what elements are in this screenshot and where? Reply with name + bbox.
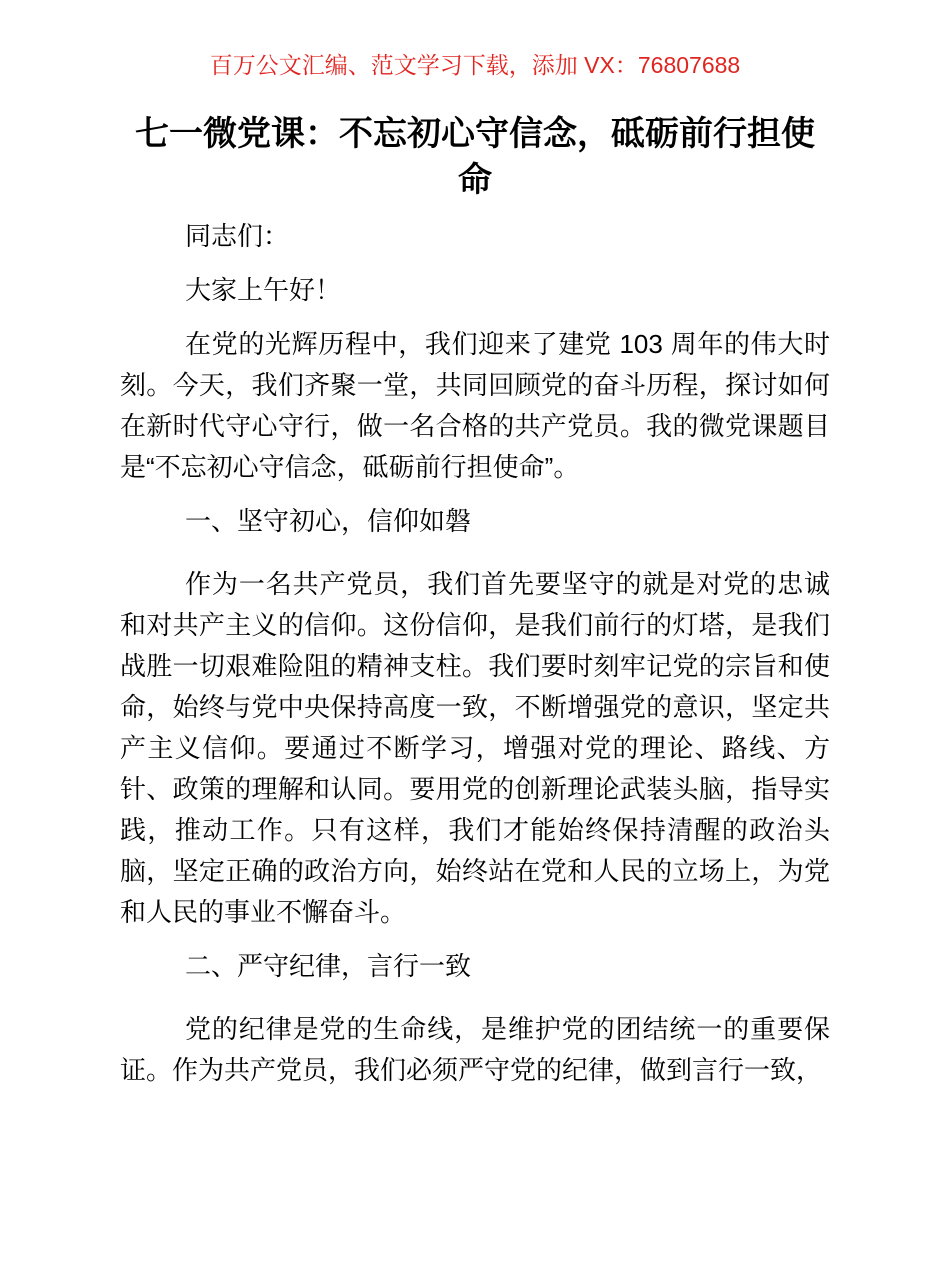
greeting-paragraph: 大家上午好！ bbox=[185, 275, 342, 305]
document-page bbox=[120, 50, 830, 1091]
document-body bbox=[120, 203, 830, 1091]
section-1-paragraph: 作为一名共产党员，我们首先要坚守的就是对党的忠诚和对共产主义的信仰。这份信仰，是我们前行的灯塔，是我们战胜一切艰难险阻的精神支柱。我们要时刻牢记党的宗旨和使命，始终与党中央保持高度一致，不断增强党的意识，坚定共产主义信仰。要通过不断学习，增强对党的理论、路线、方针、政策的理解和认同。要用党的创新理论武装头脑，指导实践，推动工作。只有这样，我们才能始终保持清醒的政治头脑，坚定正确的政治方向，始终站在党和人民的立场上，为党和人民的事业不懈奋斗。 bbox=[120, 569, 830, 927]
intro-paragraph: 在党的光辉历程中，我们迎来了建党 103 周年的伟大时刻。今天，我们齐聚一堂，共同回顾党的奋斗历程，探讨如何在新时代守心守行，做一名合格的共产党员。我的微党课题目是“不忘初心守信念，砥砺前行担使命”。 bbox=[120, 329, 830, 482]
salutation-paragraph: 同志们： bbox=[185, 221, 290, 251]
watermark-banner: 百万公文汇编、范文学习下载，添加 VX：76807688 bbox=[209, 52, 741, 78]
section-2-heading: 二、严守纪律，言行一致 bbox=[185, 951, 472, 981]
section-2-paragraph: 党的纪律是党的生命线，是维护党的团结统一的重要保证。作为共产党员，我们必须严守党的纪律，做到言行一致， bbox=[120, 1014, 830, 1085]
section-1-heading: 一、坚守初心，信仰如磐 bbox=[185, 506, 472, 536]
document-title: 七一微党课：不忘初心守信念，砥砺前行担使命 bbox=[135, 115, 815, 199]
